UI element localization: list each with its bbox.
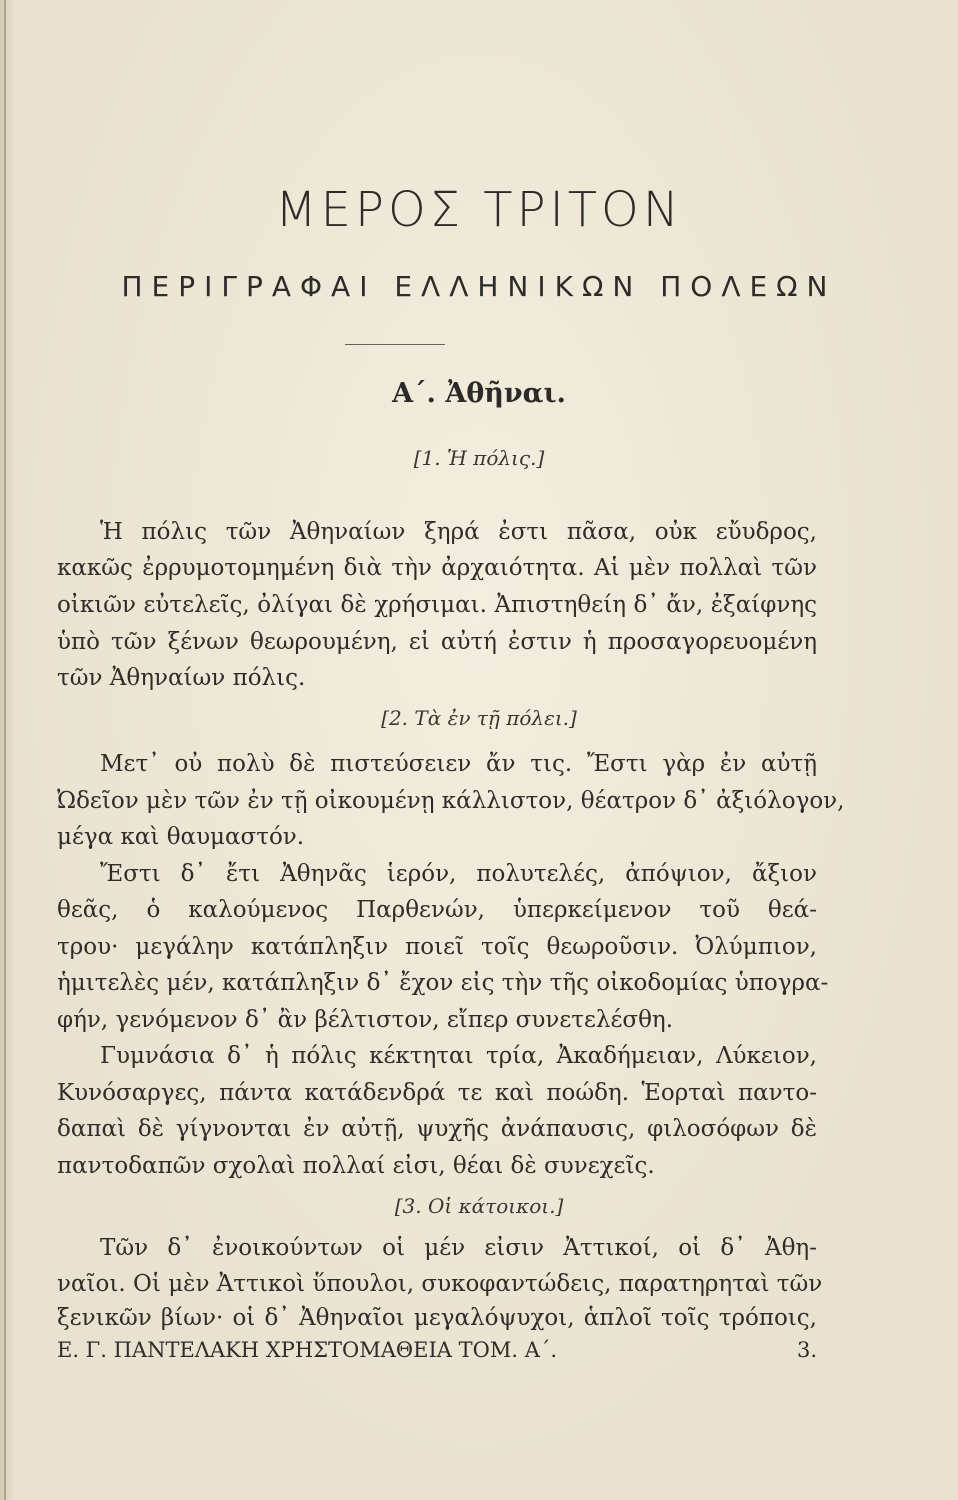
text-line: δαπαὶ δὲ γίγνονται ἐν αὐτῇ, ψυχῆς ἀνάπαυσις, φιλοσόφων δὲ <box>57 1116 817 1142</box>
text-line: θεᾶς, ὁ καλούμενος Παρθενών, ὑπερκείμενον τοῦ θεά- <box>57 897 817 923</box>
text-line: Ὠδεῖον μὲν τῶν ἐν τῇ οἰκουμένῃ κάλλιστον, θέατρον δ᾽ ἀξιόλογον, <box>57 788 845 814</box>
text-line: ἡμιτελὲς μέν, κατάπληξιν δ᾽ ἔχον εἰς τὴν τῆς οἰκοδομίας ὑπογρα- <box>57 970 829 996</box>
text-line: ὑπὸ τῶν ξένων θεωρουμένη, εἰ αὐτή ἐστιν ἡ προσαγορευομένη <box>57 629 817 655</box>
part-title: ΜΕΡΟΣ ΤΡΙΤΟΝ <box>275 182 683 238</box>
text-line: φήν, γενόμενον δ᾽ ἂν βέλτιστον, εἴπερ συνετελέσθη. <box>57 1007 674 1033</box>
text-line: Μετ᾽ οὐ πολὺ δὲ πιστεύσειεν ἄν τις. Ἔστι γὰρ ἐν αὐτῇ <box>100 751 817 777</box>
printer-signature: Ε. Γ. ΠΑΝΤΕΛΑΚΗ ΧΡΗΣΤΟΜΑΘΕΙΑ ΤΟΜ. Α΄. <box>57 1338 558 1362</box>
page-footer <box>57 1338 817 1362</box>
section-heading-2: [2. Τὰ ἐν τῇ πόλει.] <box>381 706 577 730</box>
part-subtitle: ΠΕΡΙΓΡΑΦΑΙ ΕΛΛΗΝΙΚΩΝ ΠΟΛΕΩΝ <box>121 270 837 303</box>
chapter-heading: Α΄. Ἀθῆναι. <box>392 378 566 409</box>
text-line: μέγα καὶ θαυμαστόν. <box>57 824 305 850</box>
text-line: Τῶν δ᾽ ἐνοικούντων οἱ μέν εἰσιν Ἀττικοί, οἱ δ᾽ Ἀθη- <box>100 1235 817 1261</box>
text-line: τῶν Ἀθηναίων πόλις. <box>57 665 306 691</box>
text-line: Ἔστι δ᾽ ἔτι Ἀθηνᾶς ἱερόν, πολυτελές, ἀπόψιον, ἄξιον <box>100 861 817 887</box>
sheet-number: 3. <box>796 1338 817 1362</box>
text-line: Ἡ πόλις τῶν Ἀθηναίων ξηρά ἐστι πᾶσα, οὐκ εὔυδρος, <box>100 519 817 545</box>
section-heading-1: [1. Ἡ πόλις.] <box>413 446 545 470</box>
section-heading-3: [3. Οἱ κάτοικοι.] <box>394 1194 564 1218</box>
text-line: τρου· μεγάλην κατάπληξιν ποιεῖ τοῖς θεωροῦσιν. Ὀλύμπιον, <box>57 934 817 960</box>
divider-rule <box>345 344 445 345</box>
text-line: κακῶς ἐρρυμοτομημένη διὰ τὴν ἀρχαιότητα. Αἱ μὲν πολλαὶ τῶν <box>57 555 817 581</box>
text-line: οἰκιῶν εὐτελεῖς, ὀλίγαι δὲ χρήσιμαι. Ἀπιστηθείη δ᾽ ἄν, ἐξαίφνης <box>57 592 817 618</box>
text-line: Γυμνάσια δ᾽ ἡ πόλις κέκτηται τρία, Ἀκαδήμειαν, Λύκειον, <box>100 1043 817 1069</box>
text-line: παντοδαπῶν σχολαὶ πολλαί εἰσι, θέαι δὲ συνεχεῖς. <box>57 1153 655 1179</box>
text-line: Κυνόσαργες, πάντα κατάδενδρά τε καὶ ποώδη. Ἑορταὶ παντο- <box>57 1080 817 1106</box>
text-line: ξενικῶν βίων· οἱ δ᾽ Ἀθηναῖοι μεγαλόψυχοι, ἁπλοῖ τοῖς τρόποις, <box>57 1305 817 1331</box>
text-line: ναῖοι. Οἱ μὲν Ἀττικοὶ ὕπουλοι, συκοφαντώδεις, παρατηρηταὶ τῶν <box>57 1271 823 1297</box>
